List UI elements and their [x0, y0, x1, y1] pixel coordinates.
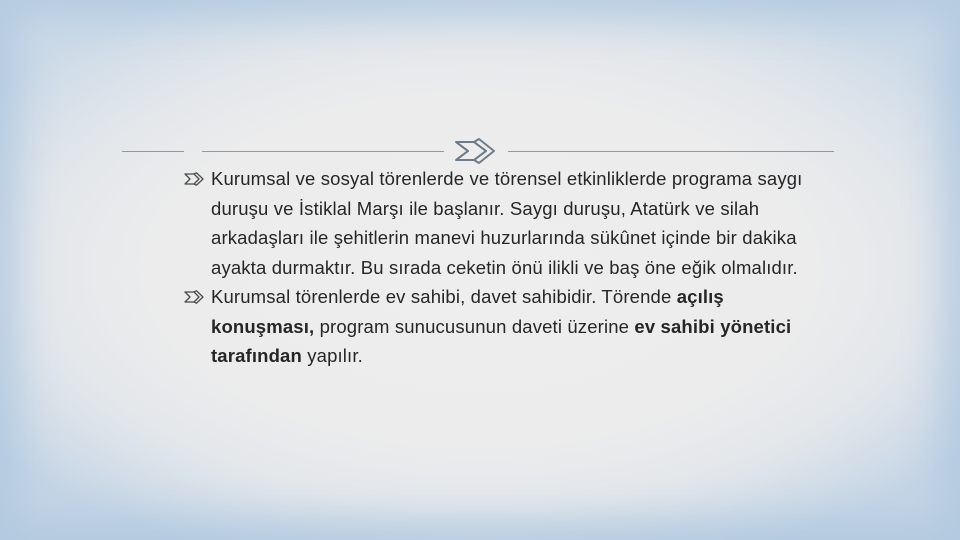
list-item: [184, 164, 804, 282]
bullet-text: Kurumsal törenlerde ev sahibi, davet sahibidir. Törende: [211, 286, 677, 307]
bullet-text: Kurumsal ve sosyal törenlerde ve törensel etkinliklerde programa saygı duruşu ve İstiklal Marşı ile başlanır. Saygı duruşu, Atatürk ve silah arkadaşları ile şehitlerin manevi huzurlarında sükûnet içinde bir dakika ayakta durmaktır. Bu sırada ceketin önü ilikli ve baş öne eğik olmalıdır.: [211, 168, 803, 278]
bullet-arrow-icon: [184, 172, 204, 186]
bullet-list: [184, 164, 804, 371]
bullet-bold-text: ev sahibi yönetici tarafından: [211, 315, 792, 366]
list-item: [184, 282, 804, 371]
title-divider-right-line: [508, 151, 834, 152]
title-divider-left-segment: [122, 151, 184, 152]
bullet-bold-text: açılış konuşması,: [211, 286, 724, 337]
bullet-arrow-icon: [184, 290, 204, 304]
bullet-text: yapılır.: [301, 345, 363, 366]
bullet-text: program sunucusunun daveti üzerine: [314, 315, 635, 337]
title-divider-left-line: [202, 151, 444, 152]
divider-arrow-icon: [452, 136, 496, 166]
